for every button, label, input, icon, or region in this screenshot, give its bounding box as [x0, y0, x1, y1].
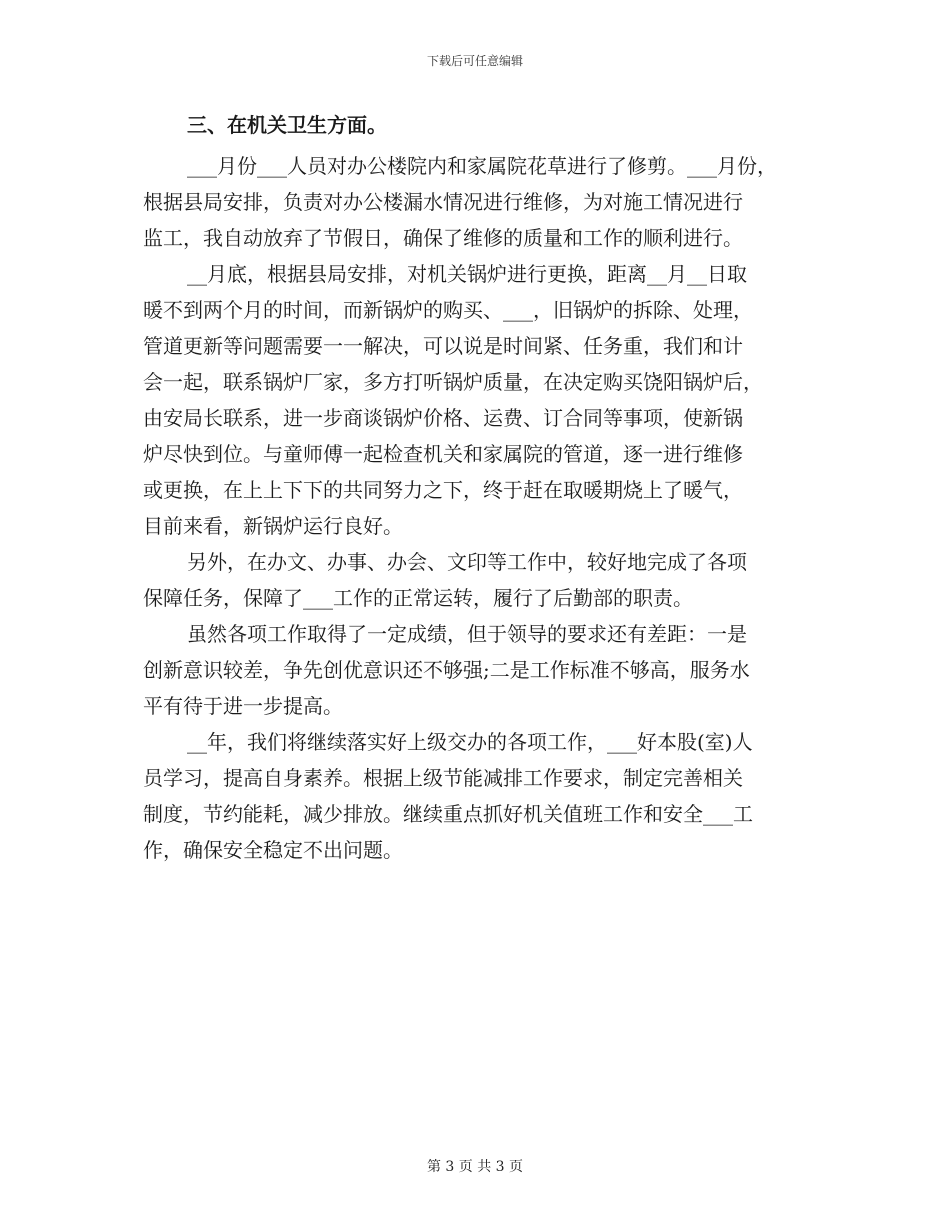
header-note: 下载后可任意编辑 — [426, 54, 523, 68]
text-line: 目前来看，新锅炉运行良好。 — [143, 514, 403, 538]
text-line: 作，确保安全稳定不出问题。 — [143, 838, 403, 862]
text-line: 保障任务，保障了___工作的正常运转，履行了后勤部的职责。 — [143, 586, 693, 610]
text-line: 由安局长联系，进一步商谈锅炉价格、运费、订合同等事项，使新锅 — [143, 406, 743, 430]
text-line: 管道更新等问题需要一一解决，可以说是时间紧、任务重，我们和计 — [143, 334, 743, 358]
text-line: 虽然各项工作取得了一定成绩，但于领导的要求还有差距：一是 — [187, 622, 747, 646]
text-line: 暖不到两个月的时间，而新锅炉的购买、___，旧锅炉的拆除、处理， — [143, 298, 753, 322]
text-line: 平有待于进一步提高。 — [143, 694, 343, 718]
text-line: 或更换，在上上下下的共同努力之下，终于赶在取暖期烧上了暖气， — [143, 478, 743, 502]
text-line: 员学习，提高自身素养。根据上级节能减排工作要求，制定完善相关 — [143, 766, 743, 790]
paragraph-lines — [143, 148, 823, 868]
section-heading: 三、在机关卫生方面。 — [187, 113, 387, 137]
text-line: 根据县局安排，负责对办公楼漏水情况进行维修，为对施工情况进行 — [143, 190, 743, 214]
document-body — [143, 110, 823, 868]
text-line: ___月份___人员对办公楼院内和家属院花草进行了修剪。___月份， — [187, 154, 777, 178]
text-line: 会一起，联系锅炉厂家，多方打听锅炉质量，在决定购买饶阳锅炉后， — [143, 370, 763, 394]
text-line: 另外，在办文、办事、办会、文印等工作中，较好地完成了各项 — [187, 550, 747, 574]
text-line: __月底，根据县局安排，对机关锅炉进行更换，距离__月__日取 — [187, 262, 747, 286]
text-line: 炉尽快到位。与童师傅一起检查机关和家属院的管道，逐一进行维修 — [143, 442, 743, 466]
text-line: 监工，我自动放弃了节假日，确保了维修的质量和工作的顺利进行。 — [143, 226, 743, 250]
text-line: __年，我们将继续落实好上级交办的各项工作，___好本股(室)人 — [187, 730, 753, 754]
text-line: 创新意识较差，争先创优意识还不够强;二是工作标准不够高，服务水 — [143, 658, 750, 682]
text-line: 制度，节约能耗，减少排放。继续重点抓好机关值班工作和安全___工 — [143, 802, 753, 826]
page-number: 第 3 页 共 3 页 — [426, 1159, 524, 1175]
